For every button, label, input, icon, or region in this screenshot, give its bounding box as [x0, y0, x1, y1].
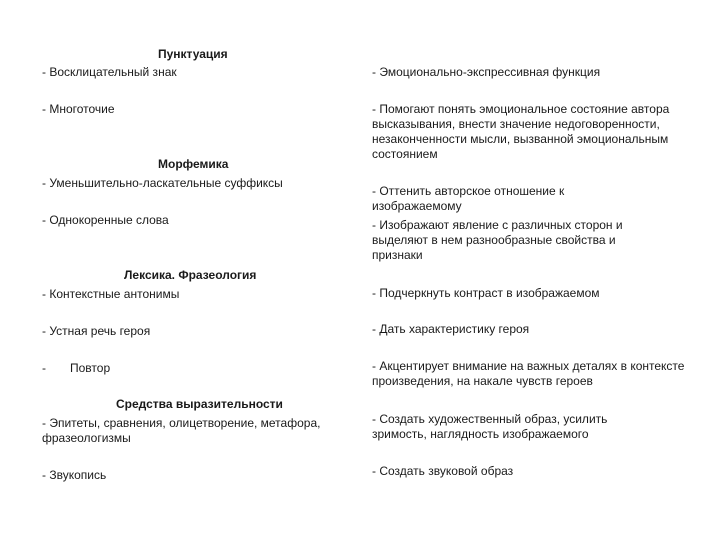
fn-different-sides: - Изображают явление с различных сторон и выделяют в нем разнообразные свойства и признаки: [372, 218, 623, 262]
fn-artistic-image: - Создать художественный образ, усилить зримость, наглядность изображаемого: [372, 412, 608, 441]
item-ellipsis: - Многоточие: [42, 102, 115, 116]
item-exclamation-mark: - Восклицательный знак: [42, 65, 177, 79]
item-repetition: Повтор: [70, 361, 111, 375]
fn-contrast: - Подчеркнуть контраст в изображаемом: [372, 286, 600, 300]
heading-expressive-means: Средства выразительности: [116, 397, 283, 411]
fn-sound-image: - Создать звуковой образ: [372, 464, 514, 478]
item-tropes: - Эпитеты, сравнения, олицетворение, метафора, фразеологизмы: [42, 416, 321, 445]
heading-lexicon-phraseology: Лексика. Фразеология: [124, 268, 257, 282]
item-repeat-dash: -: [42, 361, 46, 375]
fn-author-attitude: - Оттенить авторское отношение к изображаемому: [372, 184, 565, 213]
fn-ellipsis-meaning: - Помогают понять эмоциональное состояние автора высказывания, внести значение недоговоренности, незаконченности мысли, вызванной эмоциональным состоянием: [372, 102, 670, 161]
heading-morphemics: Морфемика: [158, 157, 229, 171]
item-diminutive-suffixes: - Уменьшительно-ласкательные суффиксы: [42, 176, 283, 190]
heading-punctuation: Пунктуация: [158, 47, 228, 61]
item-context-antonyms: - Контекстные антонимы: [42, 287, 180, 301]
fn-emotional-expressive: - Эмоционально-экспрессивная функция: [372, 65, 601, 79]
fn-characterization: - Дать характеристику героя: [372, 322, 530, 336]
item-oral-speech: - Устная речь героя: [42, 324, 151, 338]
item-sound-writing: - Звукопись: [42, 468, 107, 482]
fn-accent-details: - Акцентирует внимание на важных деталях в контексте произведения, на накале чувств героев: [372, 359, 685, 388]
item-cognate-words: - Однокоренные слова: [42, 213, 169, 227]
